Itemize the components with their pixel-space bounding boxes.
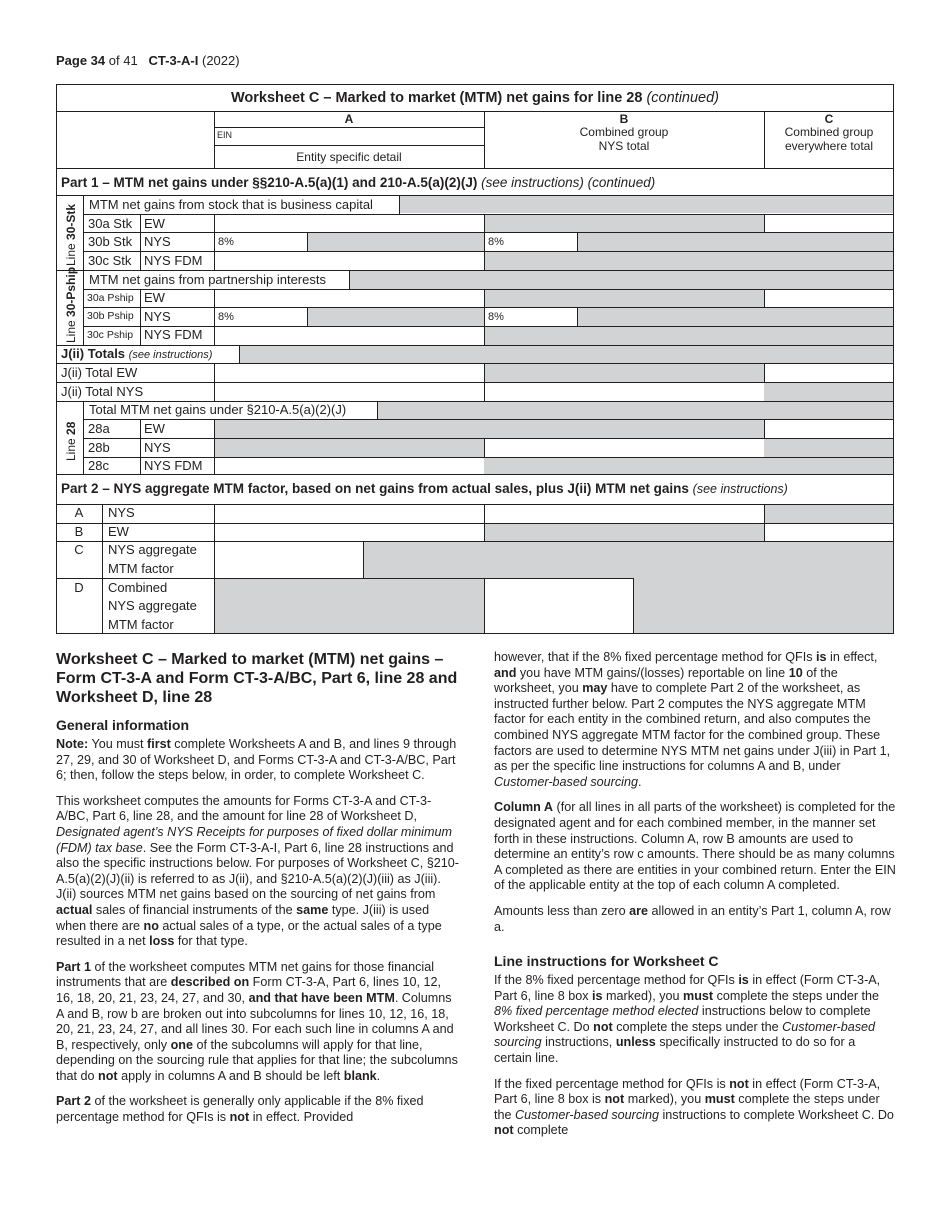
form-year: (2022)	[198, 53, 240, 68]
col-a-detail: Entity specific detail	[296, 150, 402, 164]
pship-row-line: 30b Pship	[87, 310, 134, 322]
col-c-letter: C	[824, 112, 834, 126]
l28-row-line: 28a	[88, 421, 110, 436]
gray-p2c	[363, 541, 893, 578]
gray-stk-header	[399, 195, 893, 213]
gray-28a	[214, 419, 764, 438]
gray-30b-pship-a2	[307, 307, 484, 326]
col-c-line2: everywhere total	[784, 139, 874, 153]
l28-row-label: EW	[144, 421, 165, 436]
pship-row-label: EW	[144, 290, 165, 305]
jii-title: J(ii) Totals (see instructions)	[61, 346, 213, 361]
stk-row-line: 30b Stk	[88, 234, 133, 249]
p2-row-label: Combined	[108, 580, 168, 595]
worksheet-title: Worksheet C – Marked to market (MTM) net gains for line 28 (continued)	[230, 90, 720, 106]
l28-row-label: NYS	[144, 440, 171, 455]
p2-row-letter: A	[74, 505, 84, 520]
stk-row-line: 30a Stk	[88, 216, 133, 231]
instructions-left-column	[56, 650, 460, 1136]
gray-jii-header	[239, 345, 893, 363]
gray-30c-stk	[484, 251, 893, 270]
negative-amounts-paragraph: Amounts less than zero are allowed in an entity’s Part 1, column A, row a.	[494, 903, 891, 934]
l28-header: Total MTM net gains under §210-A.5(a)(2)(J)	[89, 402, 347, 417]
l28-group-label: Line 28	[64, 421, 78, 461]
col-b-letter: B	[619, 112, 629, 126]
pship-row-line: 30c Pship	[87, 329, 134, 341]
line-instructions-heading: Line instructions for Worksheet C	[494, 953, 719, 970]
col-b-line2: NYS total	[598, 139, 650, 153]
gray-l28-header	[377, 401, 893, 419]
form-number: CT-3-A-I	[148, 53, 199, 68]
worksheet-c-table	[56, 84, 894, 634]
p2-row-letter: C	[74, 542, 84, 557]
general-info-heading: General information	[56, 717, 190, 733]
gray-28b-c	[764, 438, 893, 457]
l28-row-line: 28c	[88, 458, 109, 473]
gray-pship-header	[349, 270, 893, 289]
worksheet-purpose-paragraph: This worksheet computes the amounts for Forms CT-3-A and CT-3-A/BC, Part 6, line 28, and the amount for line 28 of Worksheet D, Designated agent’s NYS Receipts for purposes of fixed dollar minimum (FDM) tax base. See the Form CT-3-A-I, Part 6, line 28 instructions and also the specific instructions below. For purposes of Worksheet C, §210-A.5(a)(2)(J)(ii) is referred to as J(ii), and §210-A.5(a)(2)(J)(iii) as J(iii). J(ii) sources MTM net gains based on the sourcing of net gains from actual sales of financial instruments of the same type. J(iii) is used when there are no actual sales of a type, or the actual sales of a type resulted in a net loss for that type.	[56, 793, 459, 949]
note-paragraph: Note: You must first complete Worksheets A and B, and lines 9 through 27, 29, and 30 of Worksheet D, and Forms CT-3-A and CT-3-A/BC, Part 6; then, follow the steps below, in order, to complete Worksheet C.	[56, 737, 457, 783]
jii-total-ew: J(ii) Total EW	[61, 365, 138, 380]
p2-row-label: NYS	[108, 505, 135, 520]
stk-row-label: EW	[144, 216, 165, 231]
p2-row-label: NYS aggregate	[108, 542, 197, 557]
instructions-right-column	[494, 650, 896, 1149]
instructions-title: Worksheet C – Marked to market (MTM) net gains – Form CT-3-A and Form CT-3-A/BC, Part 6, line 28 and Worksheet D, line 28	[56, 651, 458, 706]
stk-group-label: Line 30-Stk	[64, 203, 78, 266]
jii-total-nys: J(ii) Total NYS	[61, 384, 144, 399]
stk-row-label: NYS	[144, 234, 171, 249]
page-header	[56, 53, 240, 68]
pship-row-line: 30a Pship	[87, 292, 134, 304]
p2-row-label: NYS aggregate	[108, 598, 197, 613]
gray-jii-nys-c	[764, 382, 893, 401]
p2-row-label: EW	[108, 524, 129, 539]
pship-group-label: Line 30-Pship	[64, 266, 78, 343]
gray-30a-pship-b	[484, 289, 764, 307]
page-number: Page 34	[56, 53, 106, 68]
p2-row-label: MTM factor	[108, 617, 174, 632]
gray-28c	[484, 457, 893, 474]
gray-p2d-c	[633, 578, 893, 634]
pship-header: MTM net gains from partnership interests	[89, 272, 326, 287]
col-a-letter: A	[344, 112, 354, 126]
gray-p2a-c	[764, 504, 893, 523]
column-a-paragraph: Column A (for all lines in all parts of the worksheet) is completed for the designated agent and for each combined member, in the manner set forth in these instructions. Column A, row B amounts are used to determine an entity’s row c amounts. There should be as many columns A completed as there are entities in your combined return. Enter the EIN of the applicable entity at the top of each column A completed.	[494, 800, 896, 893]
part2-paragraph: Part 2 of the worksheet is generally only applicable if the 8% fixed percentage method for QFIs is not in effect. Provided	[56, 1094, 424, 1125]
gray-30a-stk-b	[484, 214, 764, 232]
p2-row-label: MTM factor	[108, 561, 174, 576]
gray-30b-stk-a2	[307, 232, 484, 251]
part1-title: Part 1 – MTM net gains under §§210-A.5(a)(1) and 210-A.5(a)(2)(J) (see instructions) (continued)	[61, 175, 656, 190]
part2-continued-paragraph: however, that if the 8% fixed percentage method for QFIs is in effect, and you have MTM gains/(losses) reportable on line 10 of the worksheet, you may have to complete Part 2 of the worksheet, as instructed further below. Part 2 computes the NYS aggregate MTM factor for each entity in the combined return, and also computes the combined NYS aggregate MTM factor for the combined group. These factors are used to determine NYS MTM net gains under J(iii) in Part 1, as per the specific line instructions for columns A and B, under Customer-based sourcing.	[494, 650, 891, 789]
gray-jii-ew-b	[484, 363, 764, 382]
l28-row-line: 28b	[88, 440, 110, 455]
stk-pct-b: 8%	[488, 236, 504, 248]
gray-p2d-a	[214, 578, 484, 634]
pship-pct-a: 8%	[218, 311, 234, 323]
gray-28b-a	[214, 438, 484, 457]
p2-row-letter: B	[74, 524, 84, 539]
col-c-line1: Combined group	[784, 125, 874, 139]
pship-row-label: NYS FDM	[144, 327, 203, 342]
p2-row-letter: D	[74, 580, 84, 595]
page-total: of 41	[105, 53, 138, 68]
part2-title: Part 2 – NYS aggregate MTM factor, based on net gains from actual sales, plus J(ii) MTM net gains (see instructions)	[61, 481, 788, 496]
gray-30c-pship	[484, 326, 893, 345]
stk-row-line: 30c Stk	[88, 253, 132, 268]
stk-header: MTM net gains from stock that is business capital	[89, 197, 373, 212]
pship-row-label: NYS	[144, 309, 171, 324]
customer-based-paragraph: If the fixed percentage method for QFIs is not in effect (Form CT-3-A, Part 6, line 8 box is not marked), you must complete the steps under the Customer-based sourcing instructions to complete Worksheet C. Do not complete	[494, 1076, 894, 1138]
col-a-ein-label: EIN	[217, 130, 233, 140]
gray-30b-stk-b2	[577, 232, 893, 251]
gray-p2b-b	[484, 523, 764, 541]
fixed-pct-paragraph: If the 8% fixed percentage method for QFIs is in effect (Form CT-3-A, Part 6, line 8 box is marked), you must complete the steps under the 8% fixed percentage method elected instructions below to complete Worksheet C. Do not complete the steps under the Customer-based sourcing instructions, unless specifically instructed to do so for a certain line.	[494, 973, 881, 1066]
pship-pct-b: 8%	[488, 311, 504, 323]
l28-row-label: NYS FDM	[144, 458, 203, 473]
stk-row-label: NYS FDM	[144, 253, 203, 268]
gray-30b-pship-b2	[577, 307, 893, 326]
part1-paragraph: Part 1 of the worksheet computes MTM net gains for those financial instruments that are described on Form CT-3-A, Part 6, lines 10, 12, 16, 18, 20, 21, 23, 24, 27, and 30, and that have been MTM. Columns A and B, row b are broken out into subcolumns for lines 10, 12, 16, 18, 20, 21, 23, 24, 27, and all lines 30. For each such line in columns A and B, respectively, only one of the subcolumns will apply for that line, depending on the sourcing rule that applies for that line; the subcolumns that do not apply in columns A and B should be left blank.	[56, 959, 458, 1083]
col-b-line1: Combined group	[579, 125, 669, 139]
stk-pct-a: 8%	[218, 236, 234, 248]
